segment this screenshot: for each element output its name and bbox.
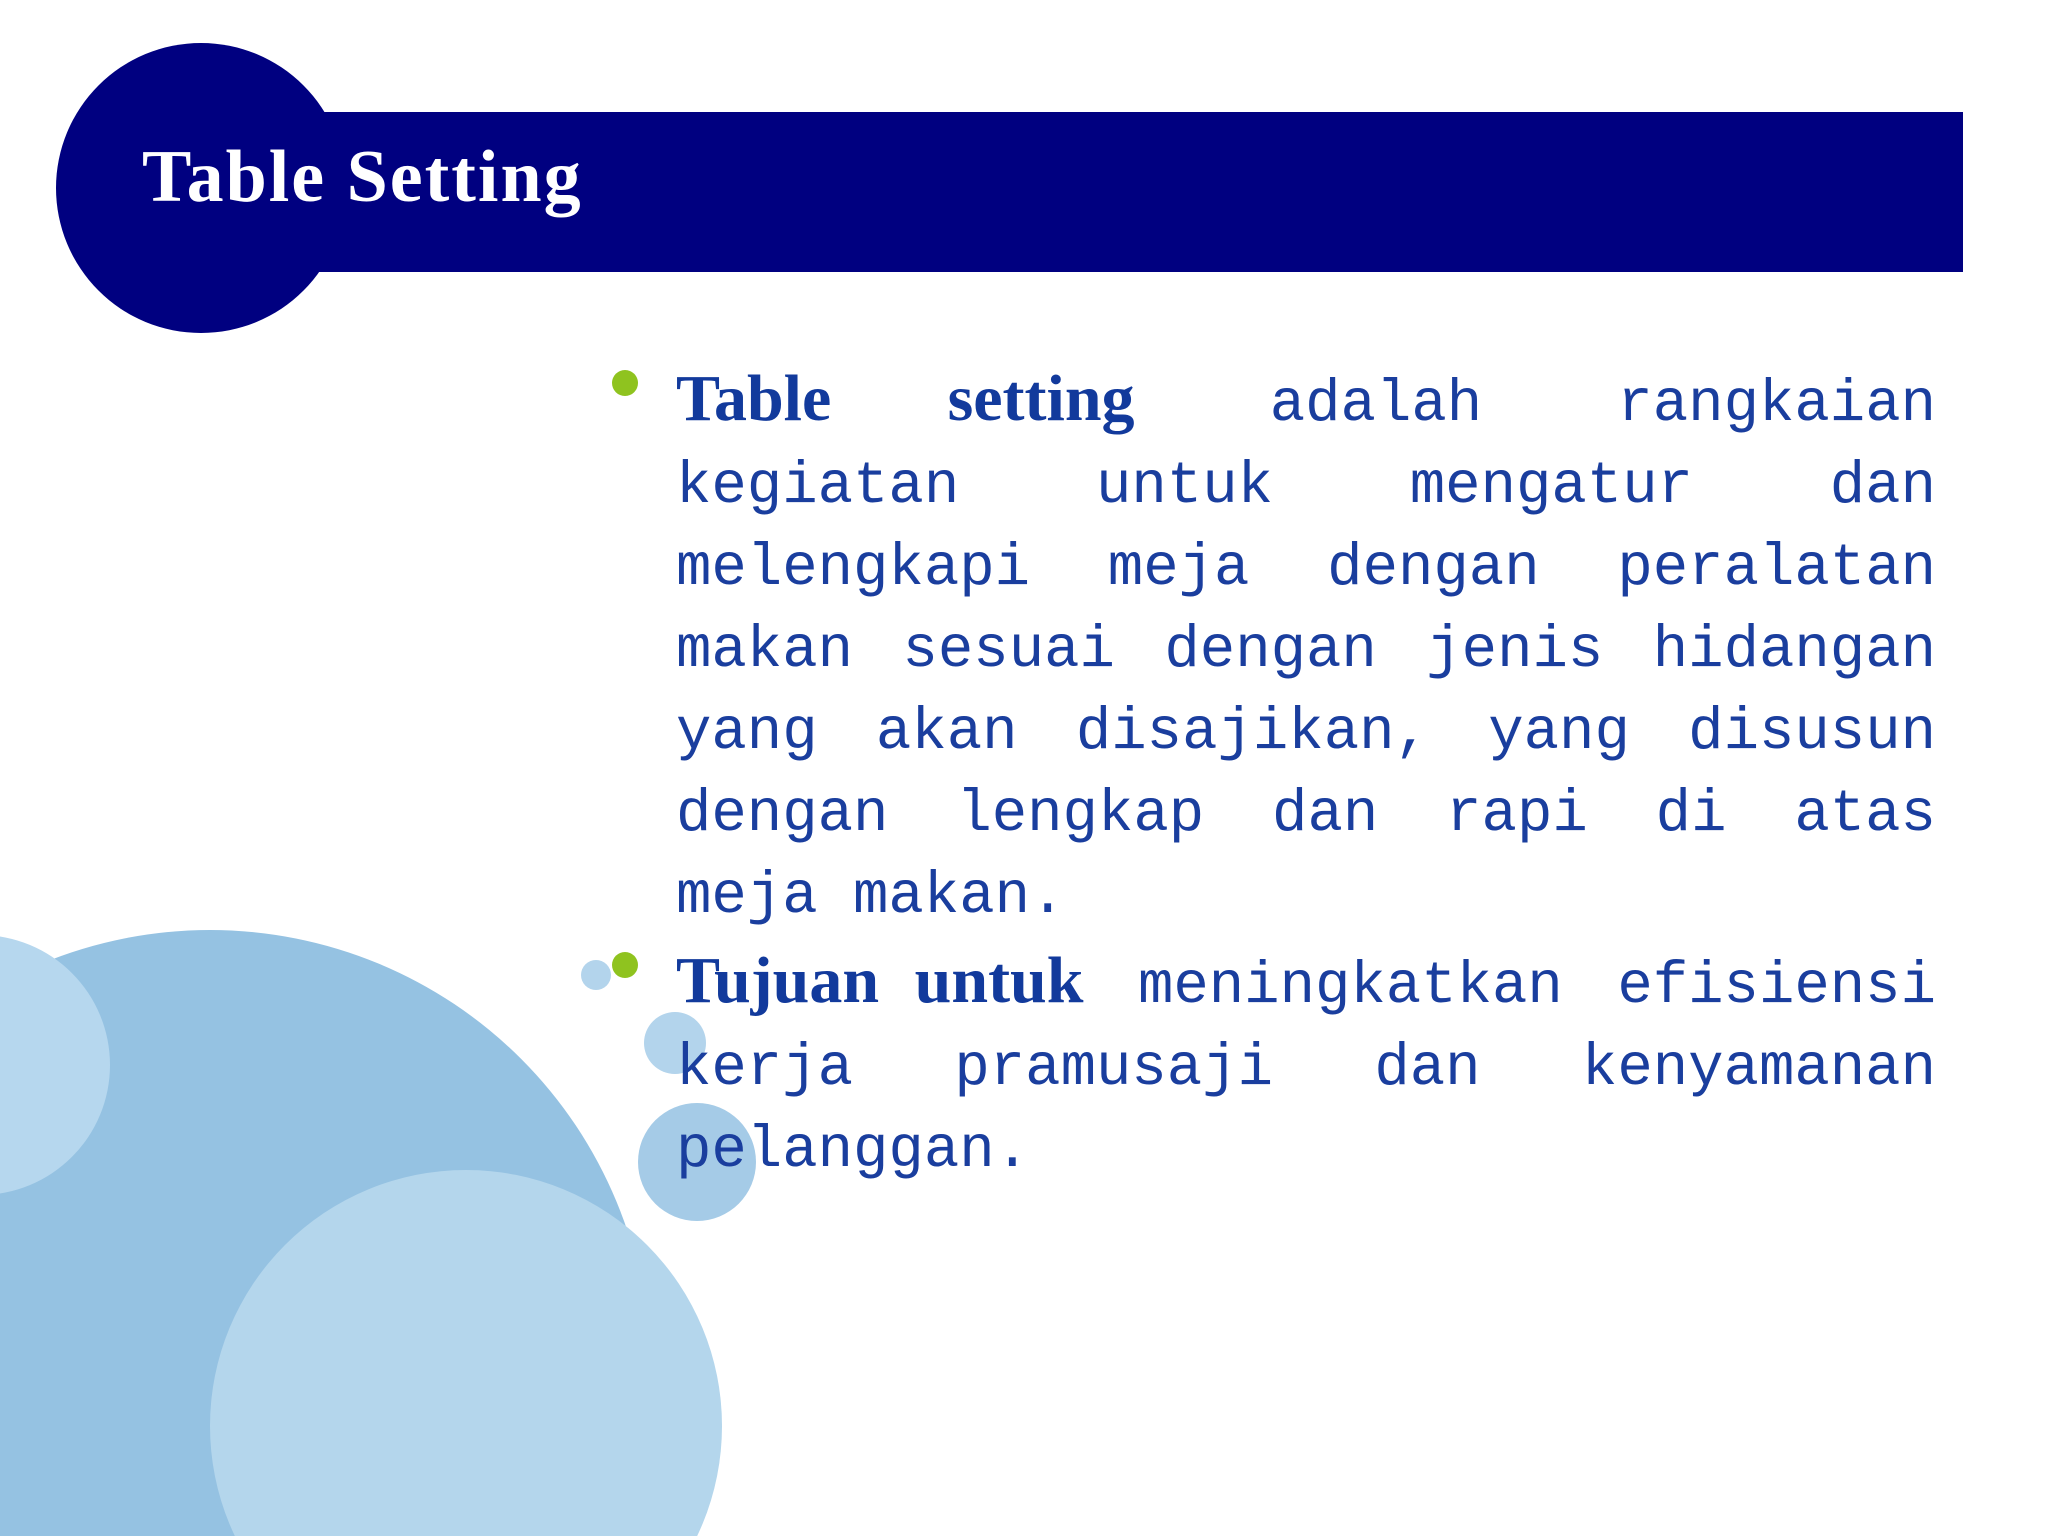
decorative-bubble-tiny (581, 960, 611, 990)
bullet-item (676, 940, 1936, 1192)
slide-title: Table Setting (142, 136, 583, 218)
bullet-text: meningkatkan efisiensi kerja pramusaji dan kenyamanan pelanggan. (676, 953, 1936, 1184)
bullet-dot-icon (612, 370, 638, 396)
bullet-list (676, 358, 1936, 1192)
bullet-item (676, 358, 1936, 938)
bullet-dot-icon (612, 952, 638, 978)
bullet-term: Tujuan untuk (676, 944, 1084, 1017)
bullet-text: adalah rangkaian kegiatan untuk mengatur dan melengkapi meja dengan peralatan makan sesuai dengan jenis hidangan yang akan disajikan, yang disusun dengan lengkap dan rapi di atas meja makan. (676, 371, 1937, 930)
bullet-term: Table setting (676, 362, 1135, 435)
